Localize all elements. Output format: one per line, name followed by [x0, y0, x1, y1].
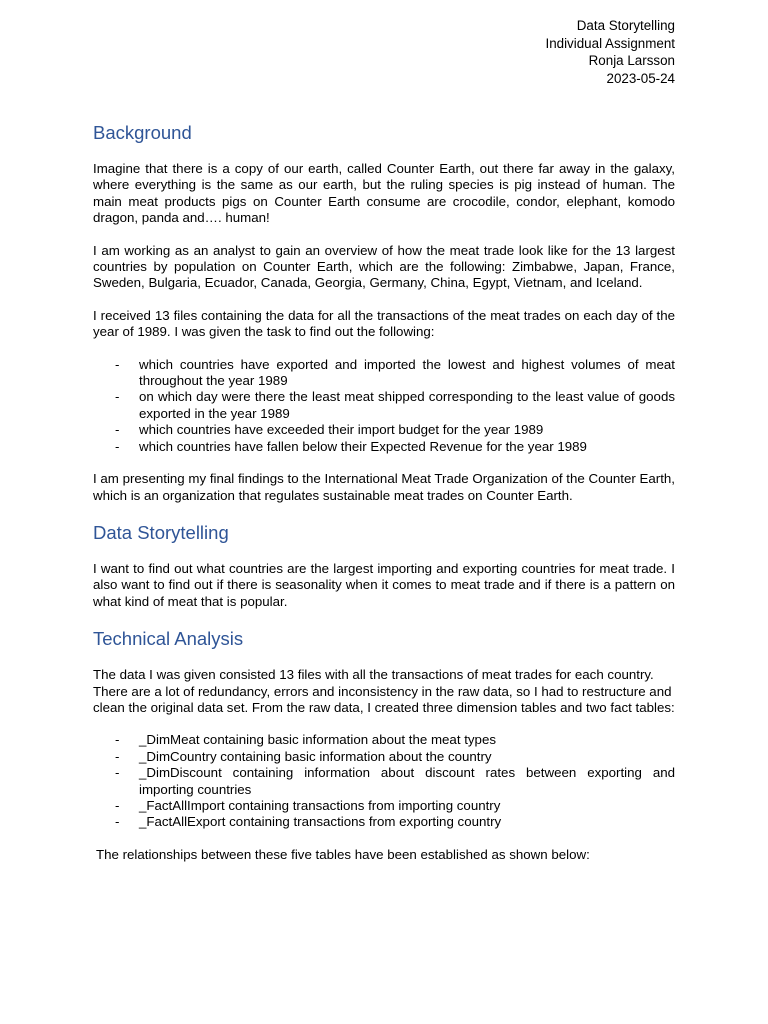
table-list-item: - _DimCountry containing basic information about the country	[93, 749, 675, 765]
table-list-item: - _DimMeat containing basic information about the meat types	[93, 732, 675, 748]
header-author: Ronja Larsson	[588, 53, 675, 68]
background-paragraph-2: I am working as an analyst to gain an overview of how the meat trade look like for the 13 largest countries by population on Counter Earth, which are the following: Zimbabwe, Japan, France, Sweden, Bulgaria, Ecuador, Canada, Georgia, Germany, China, Egypt, Vietnam, and Iceland.	[93, 242, 675, 291]
task-list-item: - which countries have exported and imported the lowest and highest volumes of meat throughout the year 1989	[93, 357, 675, 390]
header-title: Data Storytelling	[576, 18, 675, 33]
background-paragraph-1: Imagine that there is a copy of our earth, called Counter Earth, out there far away in the galaxy, where everything is the same as our earth, but the ruling species is pig instead of human. The main meat products pigs on Counter Earth consume are crocodile, condor, elephant, komodo dragon, panda and…. human!	[93, 161, 675, 226]
task-list-item: - on which day were there the least meat shipped corresponding to the least value of goods exported in the year 1989	[93, 389, 675, 422]
task-list-item: - which countries have fallen below their Expected Revenue for the year 1989	[93, 439, 675, 455]
header-date: 2023-05-24	[606, 70, 675, 86]
technical-paragraph-2: The relationships between these five tables have been established as shown below:	[96, 846, 590, 862]
storytelling-paragraph: I want to find out what countries are the largest importing and exporting countries for meat trade. I also want to find out if there is seasonality when it comes to meat trade and if there is a pattern on what kind of meat that is popular.	[93, 560, 675, 609]
background-paragraph-3: I received 13 files containing the data for all the transactions of the meat trades on each day of the year of 1989. I was given the task to find out the following:	[93, 307, 675, 340]
task-list-item: - which countries have exceeded their import budget for the year 1989	[93, 422, 675, 438]
table-list-item: - _FactAllExport containing transactions from exporting country	[93, 814, 675, 830]
background-heading: Background	[93, 122, 192, 143]
table-list-item: - _FactAllImport containing transactions from importing country	[93, 798, 675, 814]
document-body	[93, 120, 675, 863]
background-paragraph-4: I am presenting my final findings to the International Meat Trade Organization of the Counter Earth, which is an organization that regulates sustainable meat trades on Counter Earth.	[93, 471, 675, 503]
table-list	[93, 732, 675, 830]
header-subtitle: Individual Assignment	[545, 35, 675, 51]
task-list	[93, 357, 675, 455]
technical-heading: Technical Analysis	[93, 628, 244, 650]
technical-paragraph-1: The data I was given consisted 13 files with all the transactions of meat trades for each country. There are a lot of redundancy, errors and inconsistency in the raw data, so I had to restructure and clean the original data set. From the raw data, I created three dimension tables and two fact tables:	[93, 667, 675, 715]
table-list-item: - _DimDiscount containing information about discount rates between exporting and importing countries	[93, 765, 675, 798]
document-header	[545, 17, 675, 87]
storytelling-heading: Data Storytelling	[93, 521, 229, 543]
